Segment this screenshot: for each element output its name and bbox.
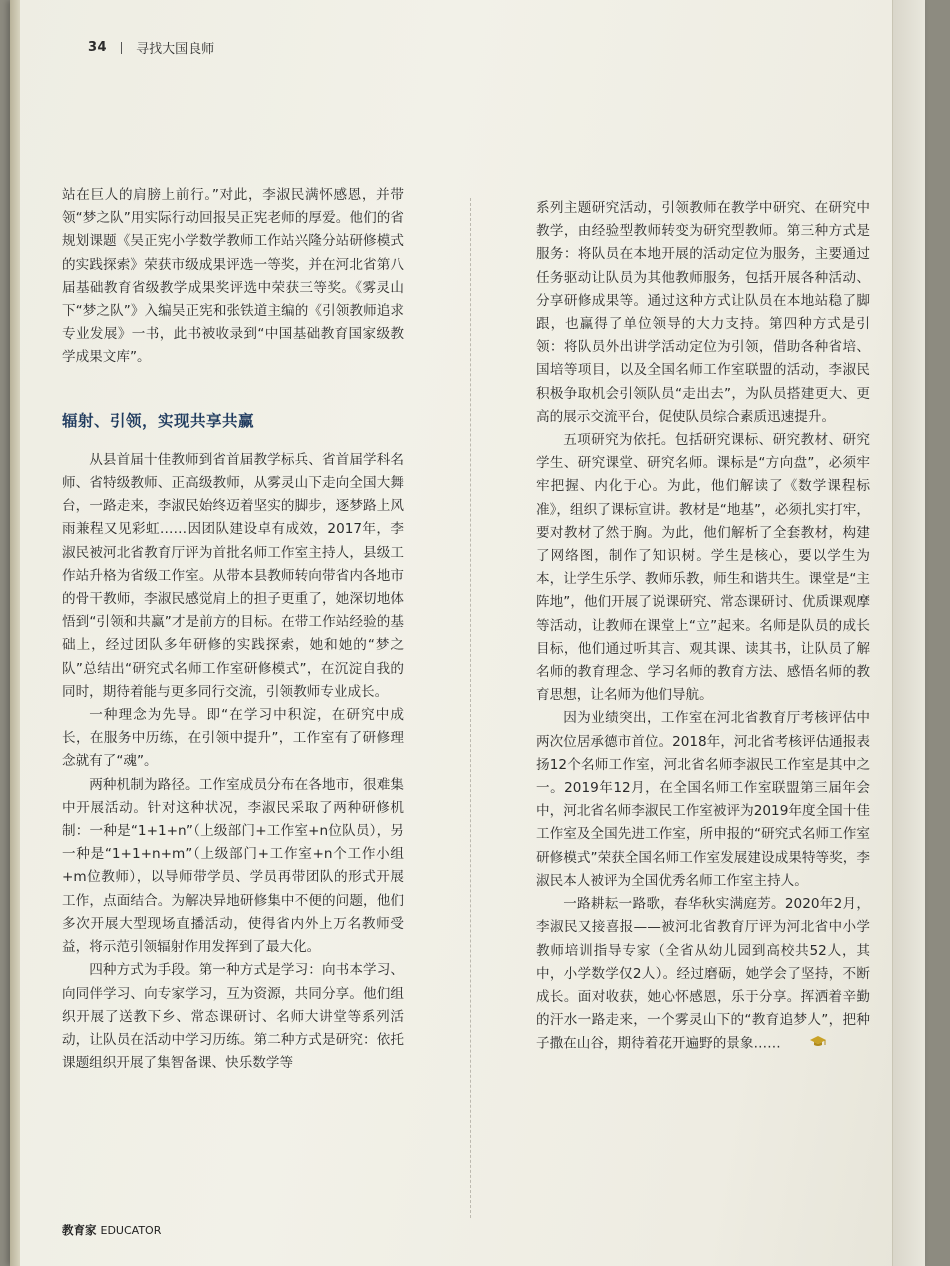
left-paragraph-4: 两种机制为路径。工作室成员分布在各地市，很难集中开展活动。针对这种状况，李淑民采取了两种研修机制：一种是“1+1+n”（上级部门+工作室+n位队员），另一种是“1+1+n+m”（上级部门+工作室+n个工作小组+m位教师），以导师带学员、学员再带团队的形式开展工作，点面结合。为解决异地研修集中不便的问题，他们多次开展大型现场直播活动，使得省内外上万名教师受益，将示范引领辐射作用发挥到了最大化。 <box>62 776 404 956</box>
right-paragraph-1: 系列主题研究活动，引领教师在教学中研究、在研究中教学，由经验型教师转变为研究型教师。第三种方式是服务：将队员在本地开展的活动定位为服务，主要通过任务驱动让队员为其他教师服务，包括开展各种活动、分享研修成果等。通过这种方式让队员在本地站稳了脚跟，也赢得了单位领导的大力支持。第四种方式是引领：将队员外出讲学活动定位为引领，借助各种省培、国培等项目，以及全国名师工作室联盟的活动，李淑民积极争取机会引领队员“走出去”，为队员搭建更大、更高的展示交流平台，促使队员综合素质迅速提升。 <box>536 200 870 425</box>
right-column <box>536 197 870 1056</box>
right-paragraph-3: 因为业绩突出，工作室在河北省教育厅考核评估中两次位居承德市首位。2018年，河北省考核评估通报表扬12个名师工作室，河北省名师李淑民工作室是其中之一。2019年12月，在全国名师工作室联盟第三届年会中，河北省名师李淑民工作室被评为2019年度全国十佳工作室及全国先进工作室，所申报的“研究式名师工作室研修模式”荣获全国名师工作室发展建设成果特等奖，李淑民本人被评为全国优秀名师工作室主持人。 <box>536 710 870 889</box>
page-footer <box>62 1222 161 1238</box>
left-column <box>62 184 404 1075</box>
footer-brand-en: EDUCATOR <box>100 1224 162 1237</box>
left-paragraph-5: 四种方式为手段。第一种方式是学习：向书本学习、向同伴学习、向专家学习，互为资源，共同分享。他们组织开展了送教下乡、常态课研讨、名师大讲堂等系列活动，让队员在活动中学习历练。第二种方式是研究：依托课题组织开展了集智备课、快乐数学等 <box>62 962 404 1072</box>
left-paragraph-2: 从县首届十佳教师到省首届教学标兵、省首届学科名师、省特级教师、正高级教师，从雾灵山下走向全国大舞台，一路走来，李淑民始终迈着坚实的脚步，逐梦路上风雨兼程又见彩虹……因团队建设卓有成效，2017年，李淑民被河北省教育厅评为首批名师工作室主持人，县级工作站升格为省级工作室。从带本县教师转向带省内各地市的骨干教师，李淑民感觉肩上的担子更重了，她深切地体悟到“引领和共赢”才是前方的目标。在带工作站经验的基础上，经过团队多年研修的实践探索，她和她的“梦之队”总结出“研究式名师工作室研修模式”，在沉淀自我的同时，期待着能与更多同行交流，引领教师专业成长。 <box>62 451 404 700</box>
header-divider <box>121 42 122 54</box>
header-section: 寻找大国良师 <box>136 42 215 57</box>
page-edge <box>10 0 20 1266</box>
right-paragraph-4 <box>536 893 870 1056</box>
column-divider <box>470 198 471 1218</box>
page-number: 34 <box>88 40 108 55</box>
next-page-edge <box>892 0 925 1266</box>
graduation-cap-icon <box>783 1032 826 1055</box>
right-paragraph-4-text: 一路耕耘一路歌，春华秋实满庭芳。2020年2月，李淑民又接喜报——被河北省教育厅评为河北省中小学教师培训指导专家（全省从幼儿园到高校共52人，其中，小学数学仅2人）。经过磨砺，她学会了坚持，不断成长。面对收获，她心怀感恩，乐于分享。挥洒着辛勤的汗水一路走来，一个雾灵山下的“教育追梦人”，把种子撒在山谷，期待着花开遍野的景象…… <box>536 896 870 1052</box>
footer-brand-cn: 教育家 <box>62 1223 97 1237</box>
section-title: 辐射、引领，实现共享共赢 <box>62 411 255 430</box>
left-paragraph-1: 站在巨人的肩膀上前行。”对此，李淑民满怀感恩，并带领“梦之队”用实际行动回报吴正宪老师的厚爱。他们的省规划课题《吴正宪小学数学教师工作站兴隆分站研修模式的实践探索》荣获市级成果评选一等奖，并在河北省第八届基础教育省级教学成果奖评选中荣获三等奖。《雾灵山下“梦之队”》入编吴正宪和张铁道主编的《引领教师追求专业发展》一书，此书被收录到“中国基础教育国家级教学成果文库”。 <box>62 187 404 366</box>
left-paragraph-3: 一种理念为先导。即“在学习中积淀，在研究中成长，在服务中历练，在引领中提升”，工作室有了研修理念就有了“魂”。 <box>62 707 404 770</box>
running-header <box>88 38 214 57</box>
right-paragraph-2: 五项研究为依托。包括研究课标、研究教材、研究学生、研究课堂、研究名师。课标是“方向盘”，必须牢牢把握、内化于心。为此，他们解读了《数学课程标准》，组织了课标宣讲。教材是“地基”，必须扎实打牢，要对教材了然于胸。为此，他们解析了全套教材，构建了网络图，制作了知识树。学生是核心，要以学生为本，让学生乐学、教师乐教，师生和谐共生。课堂是“主阵地”，他们开展了说课研究、常态课研讨、优质课观摩等活动，让教师在课堂上“立”起来。名师是队员的成长目标，他们通过听其言、观其课、读其书，让队员了解名师的教育理念、学习名师的教育方法、感悟名师的教育思想，让名师为他们导航。 <box>536 432 870 704</box>
